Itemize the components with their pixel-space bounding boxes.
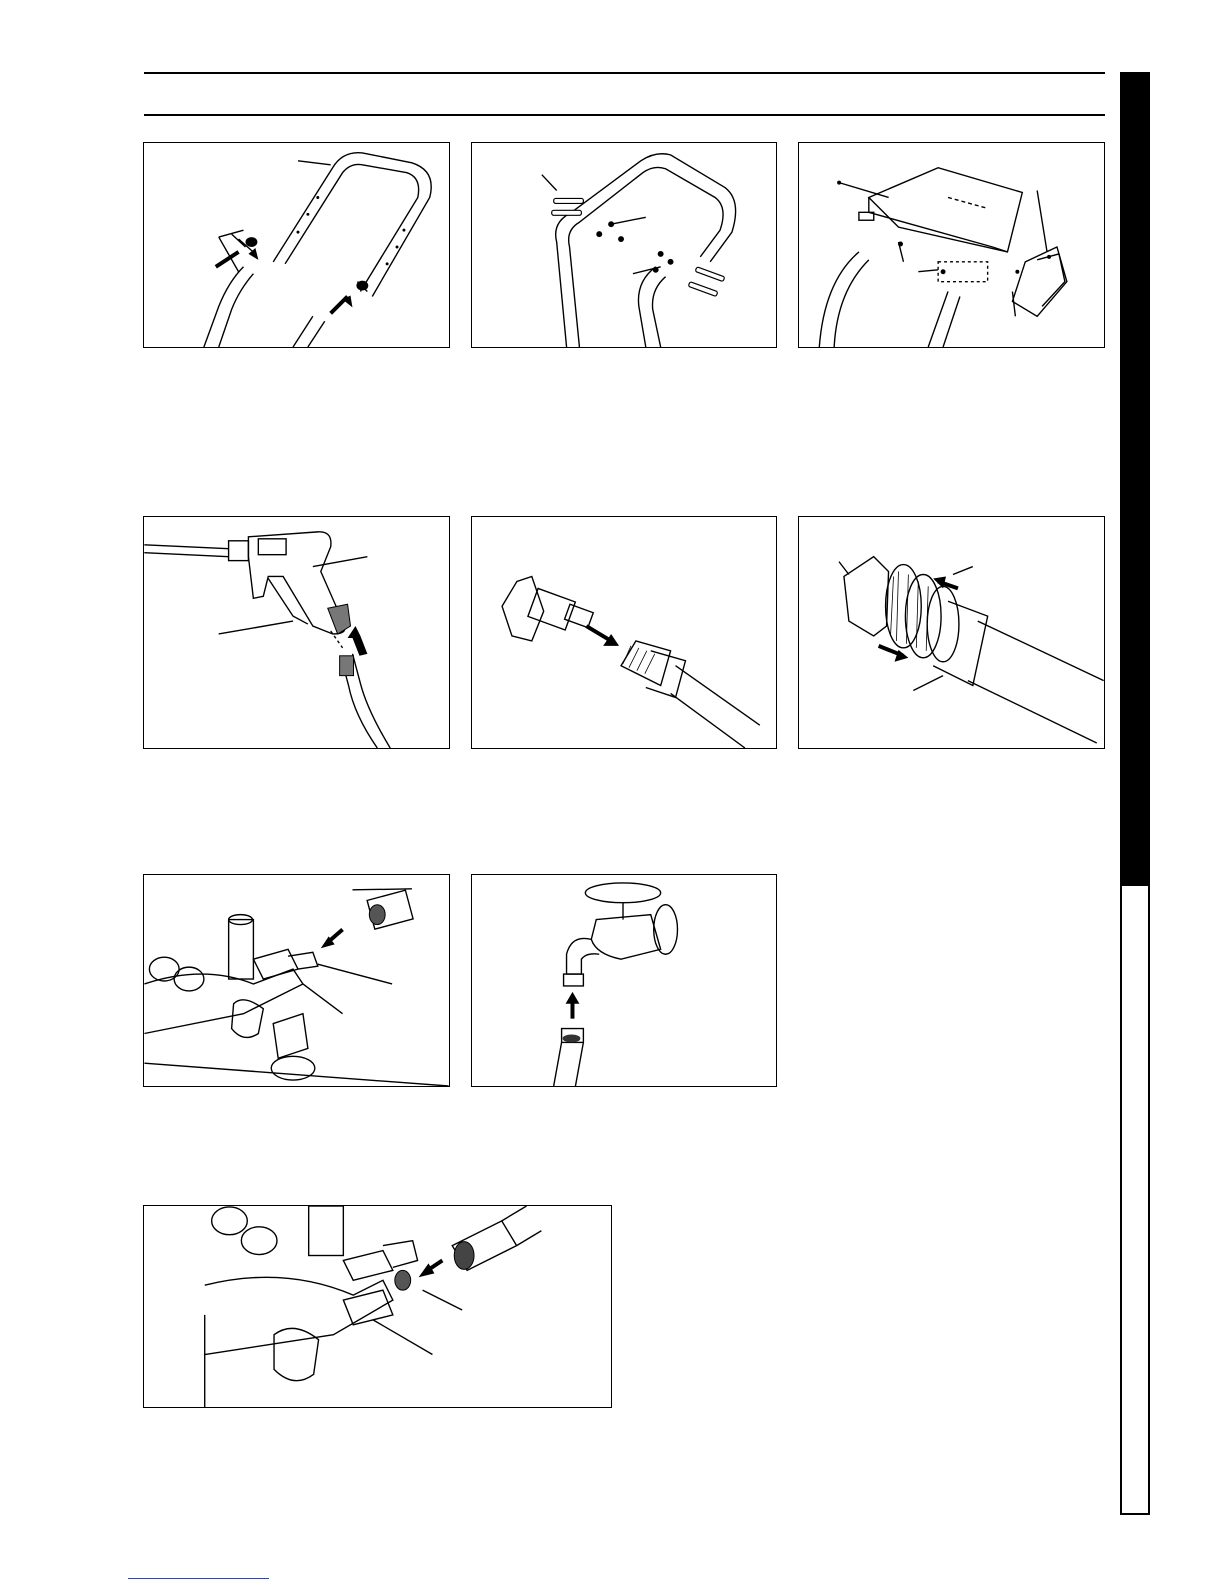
figure-control-panel-mount [798,142,1105,348]
header-top-rule [144,72,1105,74]
figure-nozzle-quick-connect [471,516,777,749]
side-section-tab [1120,72,1150,1515]
side-tab-dark-band [1122,74,1148,886]
figure-handle-insertion [143,142,450,348]
figure-coupler-collar [798,516,1105,749]
bolt-icon [472,143,776,347]
faucet-icon [472,875,776,1086]
nozzle-icon [472,517,776,748]
figure-pump-outlet-coupler [143,874,450,1087]
coupler-icon [799,517,1104,748]
bracket-icon [799,143,1104,347]
filter-icon [144,1206,611,1407]
figure-pump-inlet-screen [143,1205,612,1408]
figure-handle-bolts [471,142,777,348]
header-bottom-rule [144,114,1105,116]
figure-gun-hose-connect [143,516,450,749]
figure-faucet-connection [471,874,777,1087]
pump-icon [144,875,449,1086]
spray-gun-icon [144,517,449,748]
handle-icon [144,143,449,347]
footer-link-underline[interactable] [128,1578,269,1579]
